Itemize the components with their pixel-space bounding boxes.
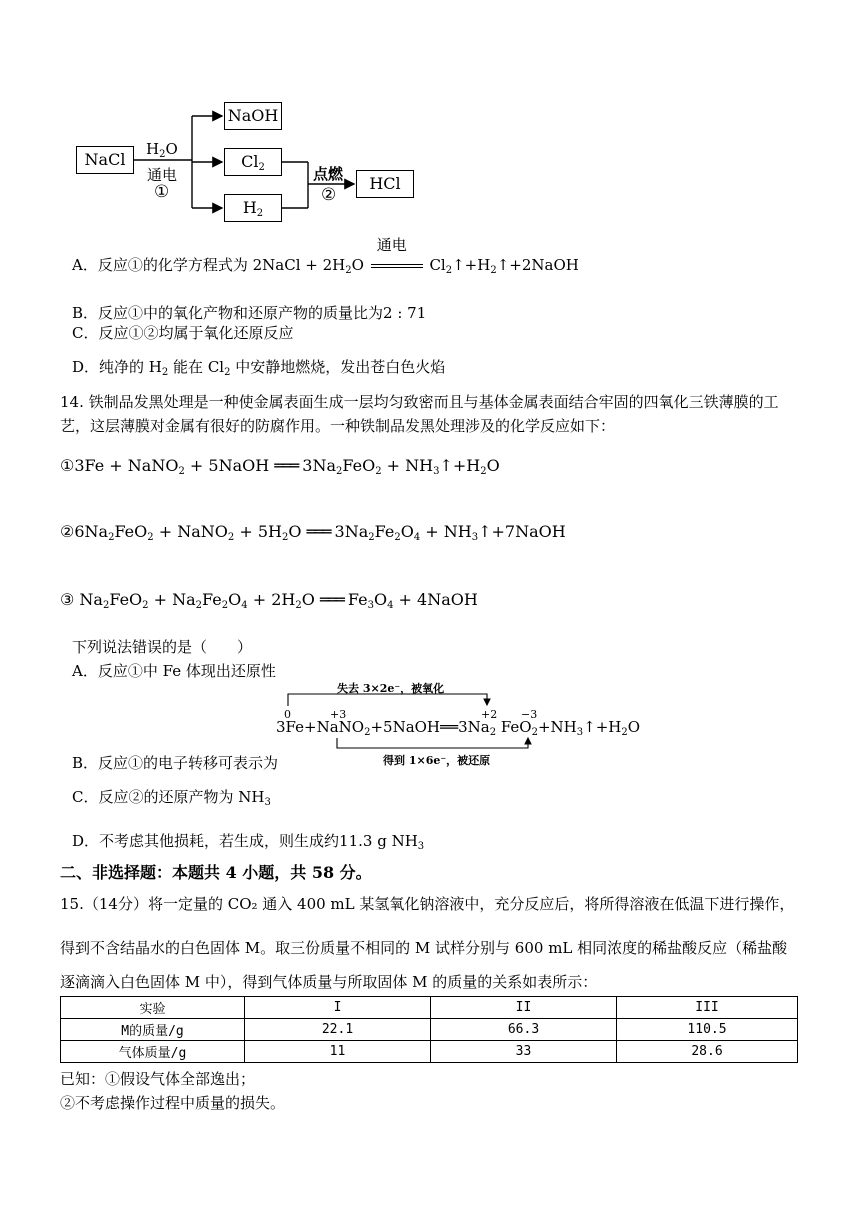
electrolysis-label: 通电: [147, 166, 178, 184]
q14-option-b: B．反应①的电子转移可表示为: [72, 754, 279, 772]
table-header-cell: III: [617, 997, 798, 1019]
mass-ratio: 2 : 71: [383, 304, 427, 322]
q14-equation-3: ③ $Na_2FeO_2 + Na_2Fe_2O_4 + 2H_2O$ ═══ $Fe_3O_4$ + 4NaOH: [60, 590, 478, 611]
q15-note-2: ②不考虑操作过程中质量的损失。: [60, 1094, 286, 1112]
ignite-label: 点燃: [313, 165, 344, 183]
q15-line-3: 逐滴滴入白色固体 M 中），得到气体质量与所取固体 M 的质量的关系如表所示：: [60, 973, 598, 991]
oxidation-state-fe2: +2: [481, 708, 498, 721]
table-header-row: [61, 997, 798, 1019]
q15-line-2: 得到不含结晶水的白色固体 M。取三份质量不相同的 M 试样分别与 600 mL 相同浓度的稀盐酸反应（稀盐酸: [60, 939, 788, 957]
q14-option-c: C．反应②的还原产物为 $NH_3$: [72, 788, 271, 808]
table-cell: 22.1: [245, 1019, 431, 1041]
cl2-box: $Cl_2$: [224, 148, 282, 176]
q14-option-d: D．不考虑其他损耗，若生成，则生成约11.3 g $NH_3$: [72, 832, 425, 852]
table-cell: 11: [245, 1041, 431, 1063]
table-row: [61, 1019, 798, 1041]
table-header-cell: II: [431, 997, 617, 1019]
nacl-label: NaCl: [84, 150, 126, 169]
h2-box: $H_2$: [224, 194, 282, 222]
q13-option-c: C．反应①②均属于氧化还原反应: [72, 324, 294, 342]
q14-option-a: A．反应①中 Fe 体现出还原性: [72, 662, 276, 680]
q14-equation-2: $②6Na_2FeO_2$ + NaNO$_2$ + $5H_2O$ ═══ $3Na_2Fe_2O_4$ + $NH_3↑+7NaOH$: [60, 522, 566, 543]
q13-option-a: A．反应①的化学方程式为 2NaCl + $2H_2O$ 通电 $Cl_2↑+H_2↑+2NaOH$: [72, 236, 579, 276]
oxidation-state-fe0: 0: [284, 708, 291, 721]
table-cell: 66.3: [431, 1019, 617, 1041]
table-row: [61, 1041, 798, 1063]
h2o-label: $H_2O$: [146, 140, 178, 160]
q13-option-d: D．纯净的 $H_2$ 能在 $Cl_2$ 中安静地燃烧，发出苍白色火焰: [72, 358, 446, 378]
h2-label: H: [242, 198, 257, 217]
electron-transfer-equation: $3Fe+NaNO_2+5NaOH══3Na_2$ $FeO_2+NH_3↑+H_2O$: [276, 718, 641, 738]
table-cell: 110.5: [617, 1019, 798, 1041]
hcl-label: HCl: [369, 174, 401, 193]
cl2-label: Cl: [241, 152, 259, 171]
q15-note-1: 已知：①假设气体全部逸出；: [60, 1070, 256, 1088]
naoh-label: NaOH: [227, 106, 279, 125]
electrons-gained-label: 得到 1×6e⁻，被还原: [383, 754, 491, 767]
oxidation-state-n3: +3: [330, 708, 347, 721]
q13-option-b: B．反应①中的氧化产物和还原产物的质量比为2 : 71: [72, 304, 427, 322]
electrons-lost-label: 失去 3×2e⁻，被氧化: [337, 682, 445, 695]
table-header-cell: 实验: [61, 997, 245, 1019]
q15-data-table: [60, 996, 798, 1063]
q14-ask: 下列说法错误的是（ ）: [72, 638, 253, 656]
q15-line-1: 15.（14分）将一定量的 CO₂ 通入 400 mL 某氢氧化钠溶液中，充分反应后，将所得溶液在低温下进行操作，: [60, 895, 795, 913]
step2-label: ②: [321, 185, 337, 205]
table-cell: 33: [431, 1041, 617, 1063]
electrolysis-condition: 通电: [376, 236, 407, 254]
oxidation-state-n-3: −3: [521, 708, 538, 721]
table-header-cell: I: [245, 997, 431, 1019]
q14-stem: 14. 铁制品发黑处理是一种使金属表面生成一层均匀致密而且与基体金属表面结合牢固的四氧化三铁薄膜的工艺，这层薄膜对金属有很好的防腐作用。一种铁制品发黑处理涉及的化学反应如下：: [60, 393, 779, 435]
table-cell: M的质量/g: [61, 1019, 245, 1041]
nh3-mass: 11.3 g NH: [339, 832, 418, 850]
q14-equation-1: ①3Fe + NaNO$_2$ + 5NaOH ═══ $3Na_2FeO_2$ + $NH_3↑+H_2O$: [60, 456, 500, 477]
step1-label: ①: [154, 182, 170, 202]
table-cell: 28.6: [617, 1041, 798, 1063]
section-heading: 二、非选择题：本题共 4 小题，共 58 分。: [60, 863, 372, 882]
table-cell: 气体质量/g: [61, 1041, 245, 1063]
